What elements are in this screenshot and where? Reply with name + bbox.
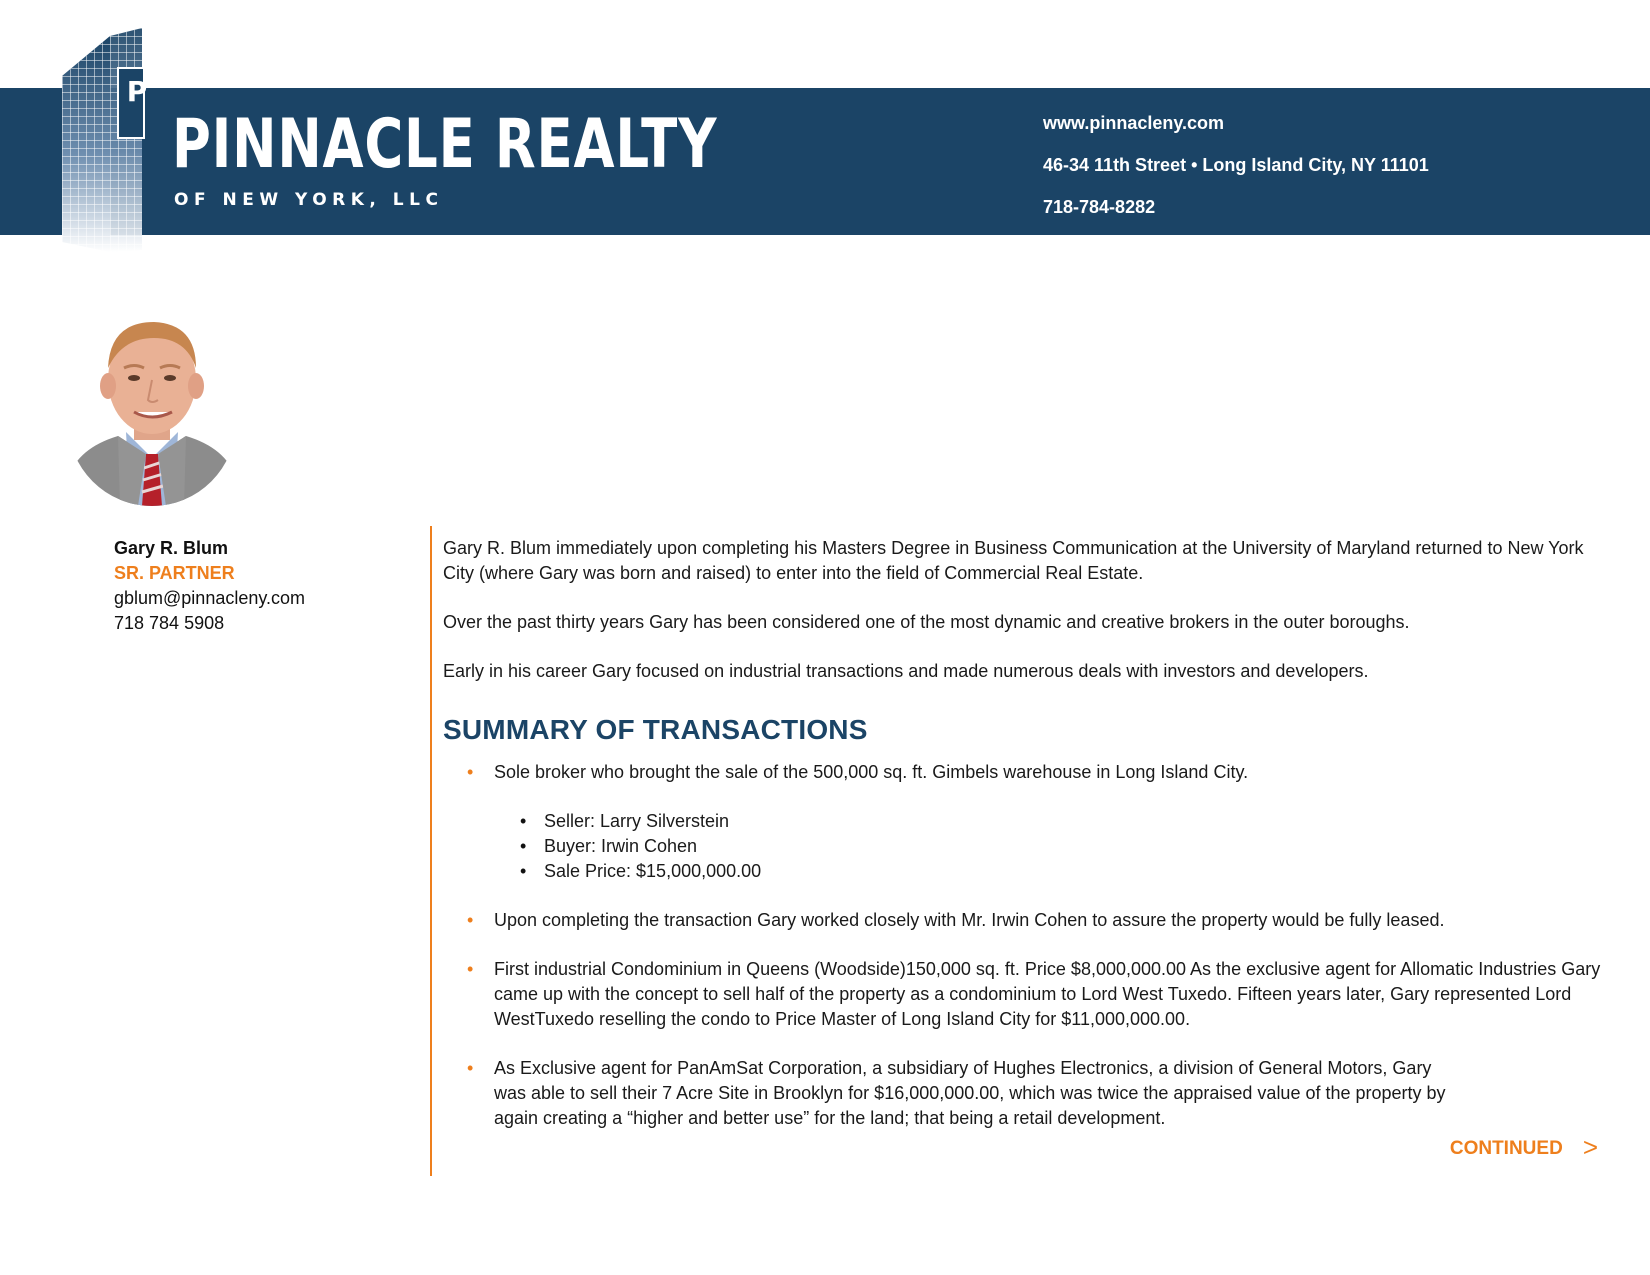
company-phone[interactable]: 718-784-8282 <box>1043 197 1156 217</box>
bio-paragraph: Over the past thirty years Gary has been considered one of the most dynamic and creative brokers in the outer boroughs. <box>443 612 1410 632</box>
agent-phone[interactable]: 718 784 5908 <box>114 613 225 633</box>
detail-item <box>494 834 1613 859</box>
agent-info <box>114 536 305 636</box>
bullet-icon: • <box>467 762 474 782</box>
building-logo-icon <box>62 28 158 252</box>
company-website[interactable]: www.pinnacleny.com <box>1043 113 1225 133</box>
agent-name: Gary R. Blum <box>114 538 229 558</box>
transaction-text: As Exclusive agent for PanAmSat Corporation, a subsidiary of Hughes Electronics, a division of General Motors, Gary was able to sell their 7 Acre Site in Brooklyn for $16,000,000.00, which was twice the appraised value of the property by again creating a “higher and better use” for the land; that being a retail development. <box>494 1058 1446 1128</box>
bullet-icon: • <box>520 836 527 856</box>
agent-email[interactable]: gblum@pinnacleny.com <box>114 588 306 608</box>
transaction-text: Upon completing the transaction Gary worked closely with Mr. Irwin Cohen to assure the property would be fully leased. <box>494 910 1445 930</box>
chevron-right-icon: > <box>1582 1132 1598 1162</box>
logo-letter: P <box>126 75 148 108</box>
detail-text: Sale Price: $15,000,000.00 <box>544 861 762 881</box>
agent-portrait <box>68 308 236 506</box>
continued-link[interactable] <box>1450 1132 1598 1163</box>
bullet-icon: • <box>467 959 474 979</box>
transaction-details <box>494 809 1613 884</box>
bio-paragraph: Early in his career Gary focused on industrial transactions and made numerous deals with investors and developers. <box>443 661 1369 681</box>
transaction-item <box>443 760 1613 884</box>
detail-item <box>494 859 1613 884</box>
transactions-list <box>443 760 1613 1155</box>
bio-section <box>443 536 1613 708</box>
agent-title: SR. PARTNER <box>114 563 235 583</box>
company-address: 46-34 11th Street • Long Island City, NY 11101 <box>1043 155 1429 175</box>
company-contact <box>1043 108 1429 234</box>
bio-paragraph: Gary R. Blum immediately upon completing his Masters Degree in Business Communication at the University of Maryland returned to New York City (where Gary was born and raised) to enter into the field of Commercial Real Estate. <box>443 538 1584 583</box>
transaction-item <box>443 1056 1613 1131</box>
detail-item <box>494 809 1613 834</box>
transaction-text: Sole broker who brought the sale of the 500,000 sq. ft. Gimbels warehouse in Long Island City. <box>494 762 1249 782</box>
transaction-text: First industrial Condominium in Queens (Woodside)150,000 sq. ft. Price $8,000,000.00 As the exclusive agent for Allomatic Industries Gary came up with the concept to sell half of the property as a condominium to Lord West Tuxedo. Fifteen years later, Gary represented Lord WestTuxedo reselling the condo to Price Master of Long Island City for $11,000,000.00. <box>494 959 1601 1029</box>
detail-text: Seller: Larry Silverstein <box>544 811 730 831</box>
bullet-icon: • <box>520 861 527 881</box>
section-title: SUMMARY OF TRANSACTIONS <box>443 714 868 745</box>
transaction-item <box>443 908 1613 933</box>
vertical-divider <box>430 526 432 1176</box>
transaction-item <box>443 957 1613 1032</box>
bullet-icon: • <box>520 811 527 831</box>
bullet-icon: • <box>467 1058 474 1078</box>
detail-text: Buyer: Irwin Cohen <box>544 836 698 856</box>
brand-subtitle: OF NEW YORK, LLC <box>174 190 444 210</box>
brand-name: PINNACLE REALTY <box>172 105 718 184</box>
continued-label: CONTINUED <box>1449 1138 1563 1159</box>
bullet-icon: • <box>467 910 474 930</box>
